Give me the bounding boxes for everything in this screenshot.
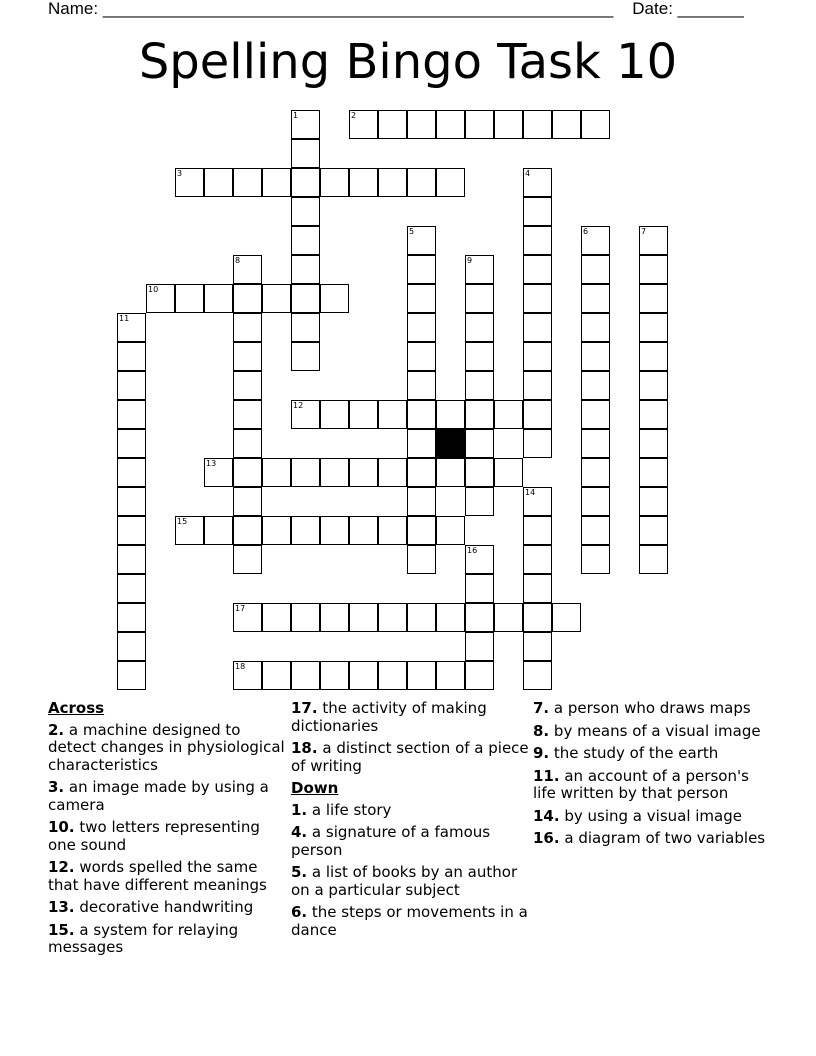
clue-number: 9 bbox=[467, 256, 473, 265]
grid-cell[interactable] bbox=[436, 168, 465, 197]
clue-down-11: 11. an account of a person's life written by that person bbox=[533, 766, 749, 802]
grid-cell[interactable] bbox=[407, 661, 436, 690]
grid-cell[interactable] bbox=[436, 516, 465, 545]
grid-cell[interactable] bbox=[523, 545, 552, 574]
clue-number: 12 bbox=[293, 401, 304, 410]
clue-column-3 bbox=[533, 700, 773, 853]
grid-cell[interactable] bbox=[523, 516, 552, 545]
grid-cell[interactable] bbox=[523, 342, 552, 371]
grid-cell[interactable] bbox=[581, 516, 610, 545]
clue-number: 6 bbox=[583, 227, 589, 236]
grid-cell[interactable] bbox=[378, 516, 407, 545]
grid-cell[interactable] bbox=[639, 284, 668, 313]
grid-cell[interactable] bbox=[233, 661, 262, 690]
clue-down-5: 5. a list of books by an author on a particular subject bbox=[291, 863, 518, 899]
grid-cell[interactable] bbox=[639, 516, 668, 545]
clue-down-1: 1. a life story bbox=[291, 800, 392, 819]
clue-across-15: 15. a system for relaying messages bbox=[48, 920, 239, 956]
grid-cell[interactable] bbox=[378, 168, 407, 197]
grid-cell[interactable] bbox=[262, 661, 291, 690]
grid-cell[interactable] bbox=[233, 516, 262, 545]
clue-across-17: 17. the activity of making dictionaries bbox=[291, 699, 487, 735]
date-label: Date: bbox=[632, 0, 673, 18]
grid-cell[interactable] bbox=[407, 603, 436, 632]
grid-cell[interactable] bbox=[639, 458, 668, 487]
grid-cell[interactable] bbox=[407, 284, 436, 313]
grid-cell[interactable] bbox=[291, 661, 320, 690]
grid-cell[interactable] bbox=[117, 400, 146, 429]
clue-across-12: 12. words spelled the same that have different meanings bbox=[48, 858, 267, 894]
page-title: Spelling Bingo Task 10 bbox=[138, 34, 678, 90]
grid-cell[interactable] bbox=[581, 400, 610, 429]
grid-cell[interactable] bbox=[523, 110, 552, 139]
clue-number: 1 bbox=[293, 111, 299, 120]
grid-cell[interactable] bbox=[581, 545, 610, 574]
grid-cell[interactable] bbox=[581, 429, 610, 458]
grid-cell[interactable] bbox=[291, 342, 320, 371]
clue-number: 3 bbox=[177, 169, 183, 178]
grid-cell[interactable] bbox=[407, 110, 436, 139]
clue-down-4: 4. a signature of a famous person bbox=[291, 823, 491, 859]
grid-cell[interactable] bbox=[581, 487, 610, 516]
clue-number: 8 bbox=[235, 256, 241, 265]
clue-across-2: 2. a machine designed to detect changes in physiological characteristics bbox=[48, 720, 285, 774]
grid-cell[interactable] bbox=[233, 284, 262, 313]
grid-cell[interactable] bbox=[204, 284, 233, 313]
clue-number: 18 bbox=[235, 662, 246, 671]
name-line[interactable]: ______________________________________________________ bbox=[102, 0, 614, 18]
grid-cell[interactable] bbox=[204, 516, 233, 545]
grid-cell[interactable] bbox=[407, 458, 436, 487]
grid-cell[interactable] bbox=[436, 661, 465, 690]
grid-cell[interactable] bbox=[233, 545, 262, 574]
grid-cell[interactable] bbox=[175, 516, 204, 545]
grid-cell[interactable] bbox=[320, 400, 349, 429]
grid-cell[interactable] bbox=[465, 545, 494, 574]
grid-cell[interactable] bbox=[233, 487, 262, 516]
grid-cell[interactable] bbox=[407, 516, 436, 545]
clue-number: 4 bbox=[525, 169, 531, 178]
clue-down-14: 14. by using a visual image bbox=[533, 806, 742, 825]
grid-cell[interactable] bbox=[320, 168, 349, 197]
grid-cell[interactable] bbox=[233, 458, 262, 487]
grid-cell[interactable] bbox=[262, 284, 291, 313]
grid-cell[interactable] bbox=[117, 603, 146, 632]
grid-cell[interactable] bbox=[581, 255, 610, 284]
clue-across-13: 13. decorative handwriting bbox=[48, 898, 254, 916]
grid-cell[interactable] bbox=[494, 110, 523, 139]
clue-column-1 bbox=[48, 700, 288, 962]
grid-cell[interactable] bbox=[581, 371, 610, 400]
grid-cell[interactable] bbox=[233, 168, 262, 197]
grid-cell[interactable] bbox=[436, 400, 465, 429]
grid-cell[interactable] bbox=[349, 661, 378, 690]
grid-cell[interactable] bbox=[523, 197, 552, 226]
grid-cell[interactable] bbox=[204, 168, 233, 197]
grid-cell[interactable] bbox=[291, 400, 320, 429]
grid-cell[interactable] bbox=[378, 458, 407, 487]
grid-cell[interactable] bbox=[117, 574, 146, 603]
grid-cell[interactable] bbox=[639, 487, 668, 516]
grid-cell[interactable] bbox=[465, 284, 494, 313]
grid-cell[interactable] bbox=[378, 110, 407, 139]
grid-cell[interactable] bbox=[581, 313, 610, 342]
grid-cell[interactable] bbox=[523, 487, 552, 516]
grid-cell[interactable] bbox=[233, 429, 262, 458]
grid-cell[interactable] bbox=[465, 603, 494, 632]
grid-cell[interactable] bbox=[233, 255, 262, 284]
down-heading: Down bbox=[291, 779, 339, 797]
grid-cell[interactable] bbox=[465, 313, 494, 342]
grid-cell[interactable] bbox=[117, 342, 146, 371]
clue-down-7: 7. a person who draws maps bbox=[533, 699, 751, 717]
grid-cell[interactable] bbox=[581, 458, 610, 487]
grid-cell[interactable] bbox=[494, 603, 523, 632]
grid-cell[interactable] bbox=[465, 110, 494, 139]
grid-cell[interactable] bbox=[465, 574, 494, 603]
grid-cell[interactable] bbox=[320, 661, 349, 690]
grid-cell[interactable] bbox=[233, 400, 262, 429]
grid-cell[interactable] bbox=[262, 516, 291, 545]
grid-cell[interactable] bbox=[233, 371, 262, 400]
across-heading: Across bbox=[48, 699, 105, 717]
grid-cell[interactable] bbox=[349, 168, 378, 197]
clue-column-2 bbox=[291, 700, 531, 944]
grid-cell[interactable] bbox=[465, 342, 494, 371]
grid-cell[interactable] bbox=[349, 603, 378, 632]
grid-cell[interactable] bbox=[639, 342, 668, 371]
grid-cell[interactable] bbox=[494, 400, 523, 429]
grid-cell[interactable] bbox=[552, 110, 581, 139]
clue-number: 13 bbox=[206, 459, 217, 468]
clue-down-8: 8. by means of a visual image bbox=[533, 721, 761, 740]
grid-cell[interactable] bbox=[262, 458, 291, 487]
grid-cell[interactable] bbox=[291, 110, 320, 139]
clue-down-16: 16. a diagram of two variables bbox=[533, 829, 766, 847]
grid-cell[interactable] bbox=[407, 226, 436, 255]
date-line[interactable]: _______ bbox=[677, 0, 744, 18]
grid-cell[interactable] bbox=[581, 342, 610, 371]
grid-cell[interactable] bbox=[117, 487, 146, 516]
grid-cell[interactable] bbox=[407, 255, 436, 284]
grid-cell[interactable] bbox=[146, 284, 175, 313]
grid-cell[interactable] bbox=[523, 574, 552, 603]
grid-cell[interactable] bbox=[465, 429, 494, 458]
clue-number: 5 bbox=[409, 227, 415, 236]
grid-cell[interactable] bbox=[465, 487, 494, 516]
grid-cell[interactable] bbox=[117, 632, 146, 661]
grid-cell[interactable] bbox=[291, 168, 320, 197]
grid-cell[interactable] bbox=[523, 284, 552, 313]
grid-cell[interactable] bbox=[436, 458, 465, 487]
grid-cell[interactable] bbox=[407, 371, 436, 400]
grid-cell[interactable] bbox=[117, 661, 146, 690]
grid-cell[interactable] bbox=[523, 661, 552, 690]
grid-cell[interactable] bbox=[233, 603, 262, 632]
grid-cell[interactable] bbox=[407, 342, 436, 371]
grid-cell[interactable] bbox=[523, 226, 552, 255]
grid-cell[interactable] bbox=[291, 603, 320, 632]
grid-cell[interactable] bbox=[117, 371, 146, 400]
clue-number: 16 bbox=[467, 546, 478, 555]
grid-cell[interactable] bbox=[320, 516, 349, 545]
grid-cell[interactable] bbox=[233, 313, 262, 342]
clue-down-6: 6. the steps or movements in a dance bbox=[291, 903, 528, 939]
grid-cell[interactable] bbox=[581, 226, 610, 255]
grid-cell[interactable] bbox=[581, 110, 610, 139]
grid-cell[interactable] bbox=[117, 458, 146, 487]
grid-cell[interactable] bbox=[117, 313, 146, 342]
grid-cell[interactable] bbox=[291, 458, 320, 487]
grid-cell[interactable] bbox=[436, 110, 465, 139]
grid-cell[interactable] bbox=[378, 603, 407, 632]
grid-cell[interactable] bbox=[523, 400, 552, 429]
grid-cell[interactable] bbox=[407, 487, 436, 516]
grid-cell[interactable] bbox=[581, 284, 610, 313]
grid-cell[interactable] bbox=[465, 371, 494, 400]
grid-cell[interactable] bbox=[407, 429, 436, 458]
grid-cell[interactable] bbox=[320, 284, 349, 313]
grid-cell[interactable] bbox=[349, 458, 378, 487]
grid-cell[interactable] bbox=[523, 371, 552, 400]
grid-cell[interactable] bbox=[552, 603, 581, 632]
grid-cell[interactable] bbox=[639, 545, 668, 574]
grid-cell[interactable] bbox=[320, 603, 349, 632]
grid-cell[interactable] bbox=[291, 516, 320, 545]
grid-cell[interactable] bbox=[117, 545, 146, 574]
clue-across-3: 3. an image made by using a camera bbox=[48, 778, 269, 814]
grid-cell[interactable] bbox=[639, 371, 668, 400]
grid-cell[interactable] bbox=[117, 429, 146, 458]
grid-cell[interactable] bbox=[523, 429, 552, 458]
clue-number: 15 bbox=[177, 517, 188, 526]
grid-cell[interactable] bbox=[407, 400, 436, 429]
clue-number: 17 bbox=[235, 604, 246, 613]
grid-cell[interactable] bbox=[117, 516, 146, 545]
grid-cell[interactable] bbox=[465, 661, 494, 690]
grid-cell[interactable] bbox=[233, 342, 262, 371]
grid-cell[interactable] bbox=[291, 197, 320, 226]
clue-number: 10 bbox=[148, 285, 159, 294]
grid-cell[interactable] bbox=[407, 168, 436, 197]
grid-cell[interactable] bbox=[320, 458, 349, 487]
grid-cell[interactable] bbox=[349, 110, 378, 139]
grid-cell[interactable] bbox=[407, 313, 436, 342]
grid-cell[interactable] bbox=[523, 313, 552, 342]
grid-cell[interactable] bbox=[291, 255, 320, 284]
grid-cell[interactable] bbox=[436, 603, 465, 632]
grid-cell[interactable] bbox=[494, 458, 523, 487]
grid-cell[interactable] bbox=[262, 168, 291, 197]
clue-number: 7 bbox=[641, 227, 647, 236]
grid-cell[interactable] bbox=[465, 632, 494, 661]
clue-number: 11 bbox=[119, 314, 130, 323]
grid-cell[interactable] bbox=[523, 255, 552, 284]
clue-across-10: 10. two letters representing one sound bbox=[48, 818, 260, 854]
clue-number: 2 bbox=[351, 111, 357, 120]
grid-cell[interactable] bbox=[465, 458, 494, 487]
name-label: Name: bbox=[48, 0, 99, 18]
grid-cell[interactable] bbox=[639, 313, 668, 342]
clue-number: 14 bbox=[525, 488, 536, 497]
grid-cell[interactable] bbox=[175, 168, 204, 197]
grid-cell[interactable] bbox=[262, 603, 291, 632]
clue-down-9: 9. the study of the earth bbox=[533, 744, 719, 762]
grid-cell[interactable] bbox=[639, 226, 668, 255]
grid-cell[interactable] bbox=[465, 400, 494, 429]
grid-cell[interactable] bbox=[349, 516, 378, 545]
grid-cell[interactable] bbox=[204, 458, 233, 487]
grid-cell[interactable] bbox=[639, 400, 668, 429]
grid-cell[interactable] bbox=[523, 603, 552, 632]
black-square bbox=[436, 429, 465, 458]
grid-cell[interactable] bbox=[291, 313, 320, 342]
grid-cell[interactable] bbox=[349, 400, 378, 429]
grid-cell[interactable] bbox=[175, 284, 204, 313]
grid-cell[interactable] bbox=[465, 255, 494, 284]
grid-cell[interactable] bbox=[523, 168, 552, 197]
grid-cell[interactable] bbox=[378, 661, 407, 690]
grid-cell[interactable] bbox=[639, 255, 668, 284]
grid-cell[interactable] bbox=[639, 429, 668, 458]
grid-cell[interactable] bbox=[407, 545, 436, 574]
grid-cell[interactable] bbox=[291, 226, 320, 255]
grid-cell[interactable] bbox=[523, 632, 552, 661]
grid-cell[interactable] bbox=[378, 400, 407, 429]
grid-cell[interactable] bbox=[291, 284, 320, 313]
clue-across-18: 18. a distinct section of a piece of writing bbox=[291, 739, 529, 775]
grid-cell[interactable] bbox=[291, 139, 320, 168]
